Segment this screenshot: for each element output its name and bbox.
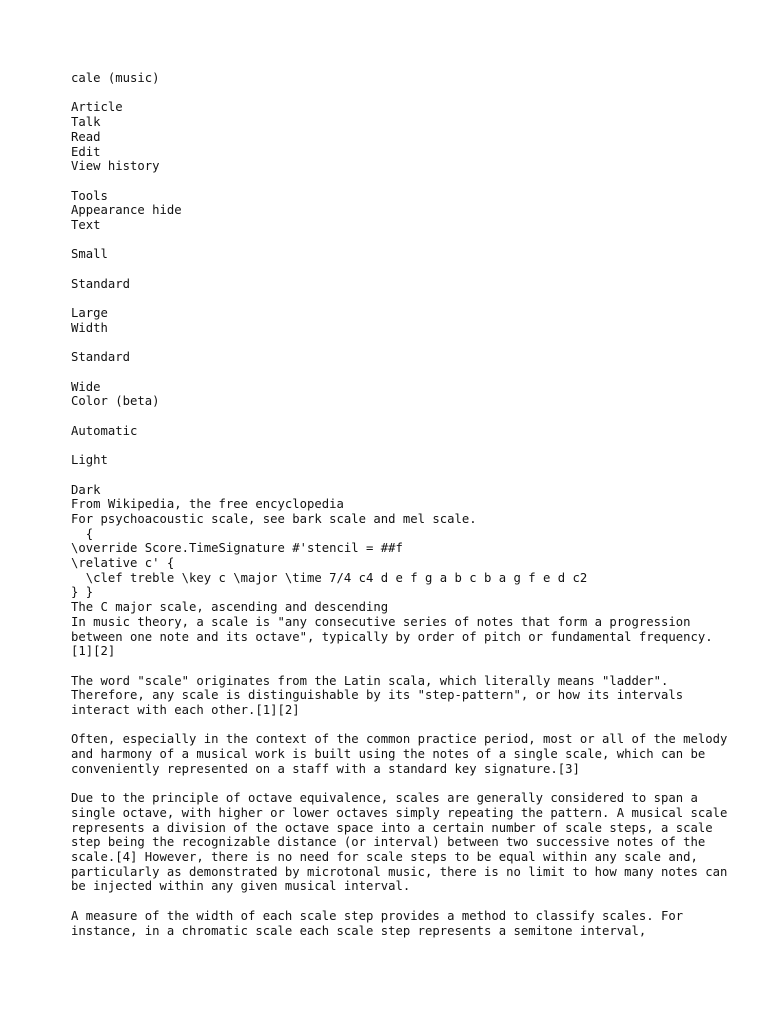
- width-standard-option[interactable]: Standard: [71, 350, 131, 365]
- paragraph-scale-step-width: A measure of the width of each scale step provides a method to classify scales. For instance, in a chromatic scale each scale step represents a semitone interval,: [71, 908, 684, 938]
- appearance-hide-button[interactable]: hide: [152, 203, 182, 218]
- paragraph-common-practice: Often, especially in the context of the common practice period, most or all of the melody and harmony of a musical work is built using the notes of a single scale, which can be conveniently represented on a staff with a standard key signature.[3]: [71, 732, 728, 776]
- appearance-header: [71, 203, 731, 218]
- color-automatic-option[interactable]: Automatic: [71, 423, 138, 438]
- paragraph-etymology: The word "scale" originates from the Latin scala, which literally means "ladder". Therefore, any scale is distinguishable by its "step-pattern", or how its intervals interact with each other.[1][2]: [71, 673, 684, 718]
- tab-read[interactable]: Read: [71, 129, 101, 144]
- paragraph-octave-equivalence: Due to the principle of octave equivalence, scales are generally considered to span a single octave, with higher or lower octaves simply repeating the pattern. A musical scale represents a division of the octave space into a certain number of scale steps, a scale step being the recognizable distance (or interval) between two successive notes of the scale.[4] However, there is no need for scale steps to be equal within any scale and, particularly as demonstrated by microtonal music, there is no limit to how many notes can be injected within any given musical interval.: [71, 791, 728, 894]
- spacer: [71, 291, 731, 306]
- site-subtitle: From Wikipedia, the free encyclopedia: [71, 497, 344, 512]
- page-title: cale (music): [71, 71, 160, 85]
- score-code-line: } }: [71, 585, 94, 600]
- hatnote: For psychoacoustic scale, see bark scale and mel scale.: [71, 511, 477, 526]
- score-code-line: \relative c' {: [71, 556, 175, 571]
- page-content: [71, 71, 731, 938]
- text-size-large-option[interactable]: Large: [71, 306, 108, 321]
- width-label: Width: [71, 320, 108, 335]
- spacer: [71, 336, 731, 351]
- spacer: [71, 468, 731, 483]
- spacer: [71, 86, 731, 101]
- spacer: [71, 233, 731, 248]
- spacer: [71, 409, 731, 424]
- paragraph-intro: In music theory, a scale is "any consecutive series of notes that form a progression between one note and its octave", typically by order of pitch or fundamental frequency.[1][2]: [71, 614, 713, 659]
- tab-view-history[interactable]: View history: [71, 159, 160, 174]
- text-size-standard-option[interactable]: Standard: [71, 276, 131, 291]
- spacer: [71, 438, 731, 453]
- score-code-line: {: [71, 526, 94, 541]
- color-light-option[interactable]: Light: [71, 453, 108, 468]
- tab-edit[interactable]: Edit: [71, 144, 101, 159]
- tab-article[interactable]: Article: [71, 100, 123, 115]
- score-code-line: \override Score.TimeSignature #'stencil = ##f: [71, 541, 403, 556]
- text-size-label: Text: [71, 218, 101, 232]
- spacer: [71, 262, 731, 277]
- width-wide-option[interactable]: Wide: [71, 379, 101, 394]
- text-size-small-option[interactable]: Small: [71, 247, 108, 262]
- spacer: [71, 174, 731, 189]
- spacer: [71, 365, 731, 380]
- tools-button[interactable]: Tools: [71, 188, 108, 203]
- figure-caption: The C major scale, ascending and descending: [71, 600, 389, 615]
- score-code-line: \clef treble \key c \major \time 7/4 c4 d e f g a b c b a g f e d c2: [71, 570, 588, 585]
- tab-talk[interactable]: Talk: [71, 115, 101, 130]
- appearance-label: Appearance: [71, 203, 145, 218]
- color-dark-option[interactable]: Dark: [71, 482, 101, 497]
- color-label: Color (beta): [71, 394, 160, 409]
